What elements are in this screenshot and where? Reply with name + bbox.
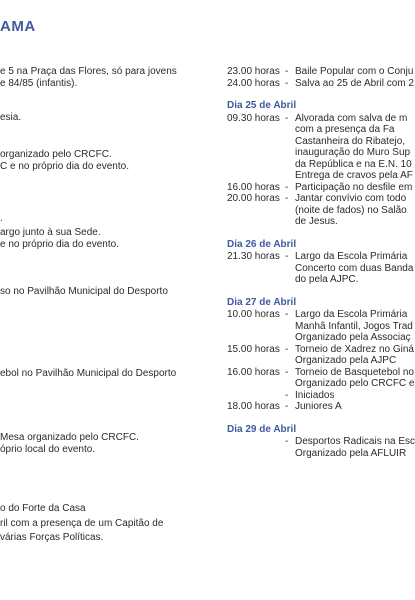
event-time: 23.00 horas xyxy=(227,66,280,77)
event-description: Alvorada com salva de m xyxy=(295,112,408,124)
event-description: Juniores A xyxy=(295,401,342,412)
schedule-event xyxy=(227,193,407,228)
left-text-line: Mesa organizado pelo CRCFC. xyxy=(0,432,139,443)
schedule-event xyxy=(227,366,415,390)
left-text-line: várias Forças Políticas. xyxy=(0,532,104,543)
event-time: 24.00 horas xyxy=(227,77,280,89)
event-description-continued: Manhã Infantil, Jogos Trad xyxy=(295,320,413,332)
left-text-line: óprio local do evento. xyxy=(0,444,96,455)
event-dash: - xyxy=(285,366,289,378)
left-text-line: ril com a presença de um Capitão de xyxy=(0,518,164,529)
event-description-continued: Entrega de cravos pela AF xyxy=(295,170,413,181)
event-description: Desportos Radicais na Esc xyxy=(295,436,415,447)
event-dash: - xyxy=(285,251,289,262)
left-text-line: esia. xyxy=(0,112,22,123)
event-description: Torneio de Xadrez no Giná xyxy=(295,343,414,355)
day-heading: Dia 26 de Abril xyxy=(227,238,297,250)
event-dash: - xyxy=(285,309,289,320)
schedule-event xyxy=(227,436,415,459)
event-description: Participação no desfile em xyxy=(295,181,413,193)
schedule-event xyxy=(227,401,400,413)
event-description: Salva ao 25 de Abril com 2 xyxy=(295,77,414,89)
schedule-event xyxy=(227,77,414,90)
event-description-continued: da República e na E.N. 10 xyxy=(295,158,412,170)
left-text-line: o do Forte da Casa xyxy=(0,503,86,514)
left-text-line: e 84/85 (infantis). xyxy=(0,78,78,89)
day-heading: Dia 25 de Abril xyxy=(227,100,297,111)
event-description-continued: inauguração do Muro Sup xyxy=(295,147,411,158)
schedule-event xyxy=(227,309,413,344)
left-column xyxy=(0,0,190,600)
event-description-continued: Organizado pelo CRCFC e xyxy=(295,378,415,389)
event-description-continued: Organizado pela AFLUIR xyxy=(295,447,407,459)
schedule-event xyxy=(227,181,413,194)
event-time: 21.30 horas xyxy=(227,251,280,262)
event-description: Jantar convívio com todo xyxy=(295,193,407,204)
event-description-continued: de Jesus. xyxy=(295,216,338,227)
event-description-continued: com a presença da Fa xyxy=(295,124,395,135)
event-time: 10.00 horas xyxy=(227,309,280,320)
event-time xyxy=(227,390,285,402)
event-time xyxy=(227,436,285,448)
event-time: 09.30 horas xyxy=(227,112,280,124)
schedule-event xyxy=(227,251,414,286)
event-description-continued: do pela AJPC. xyxy=(295,274,359,285)
event-description-continued: Concerto com duas Banda xyxy=(295,262,414,274)
event-dash: - xyxy=(285,193,289,204)
event-time: 16.00 horas xyxy=(227,181,280,193)
event-time: 18.00 horas xyxy=(227,401,280,412)
event-description: Largo da Escola Primária xyxy=(295,309,408,320)
day-heading: Dia 27 de Abril xyxy=(227,296,297,308)
event-description-continued: Organizado pela AJPC xyxy=(295,355,397,366)
schedule-event xyxy=(227,112,413,182)
event-description: Torneio de Basquetebol no xyxy=(295,366,414,378)
event-description: Largo da Escola Primária xyxy=(295,251,408,262)
schedule-column xyxy=(227,66,415,459)
event-description-continued: (noite de fados) no Salão xyxy=(295,204,407,216)
schedule-event xyxy=(227,390,400,402)
event-description-continued: Organizado pela Associaç xyxy=(295,332,411,343)
event-time: 15.00 horas xyxy=(227,343,280,355)
schedule-event xyxy=(227,343,414,367)
left-text-line: argo junto à sua Sede. xyxy=(0,227,101,238)
left-text-line: organizado pelo CRCFC. xyxy=(0,149,112,160)
event-dash: - xyxy=(285,77,289,89)
event-dash: - xyxy=(285,436,289,447)
left-text-line: C e no próprio dia do evento. xyxy=(0,161,129,172)
event-dash: - xyxy=(285,389,289,401)
event-dash: - xyxy=(285,66,289,77)
event-dash: - xyxy=(285,181,289,193)
event-dash: - xyxy=(285,343,289,355)
page-title: AMA xyxy=(0,18,36,35)
schedule-event xyxy=(227,66,414,78)
event-description: Baile Popular com o Conju xyxy=(295,66,414,77)
event-description-continued: Castanheira do Ribatejo, xyxy=(295,135,406,147)
left-text-line: e no próprio dia do evento. xyxy=(0,239,119,250)
event-dash: - xyxy=(285,112,289,124)
event-dash: - xyxy=(285,401,289,412)
left-text-line: ebol no Pavilhão Municipal do Desporto xyxy=(0,368,177,379)
day-heading: Dia 29 de Abril xyxy=(227,423,297,435)
left-text-line: so no Pavilhão Municipal do Desporto xyxy=(0,286,168,297)
event-description: Iniciados xyxy=(295,389,335,401)
left-text-line: . xyxy=(0,213,3,224)
event-time: 16.00 horas xyxy=(227,366,280,378)
left-text-line: e 5 na Praça das Flores, só para jovens xyxy=(0,66,177,77)
event-time: 20.00 horas xyxy=(227,193,280,204)
